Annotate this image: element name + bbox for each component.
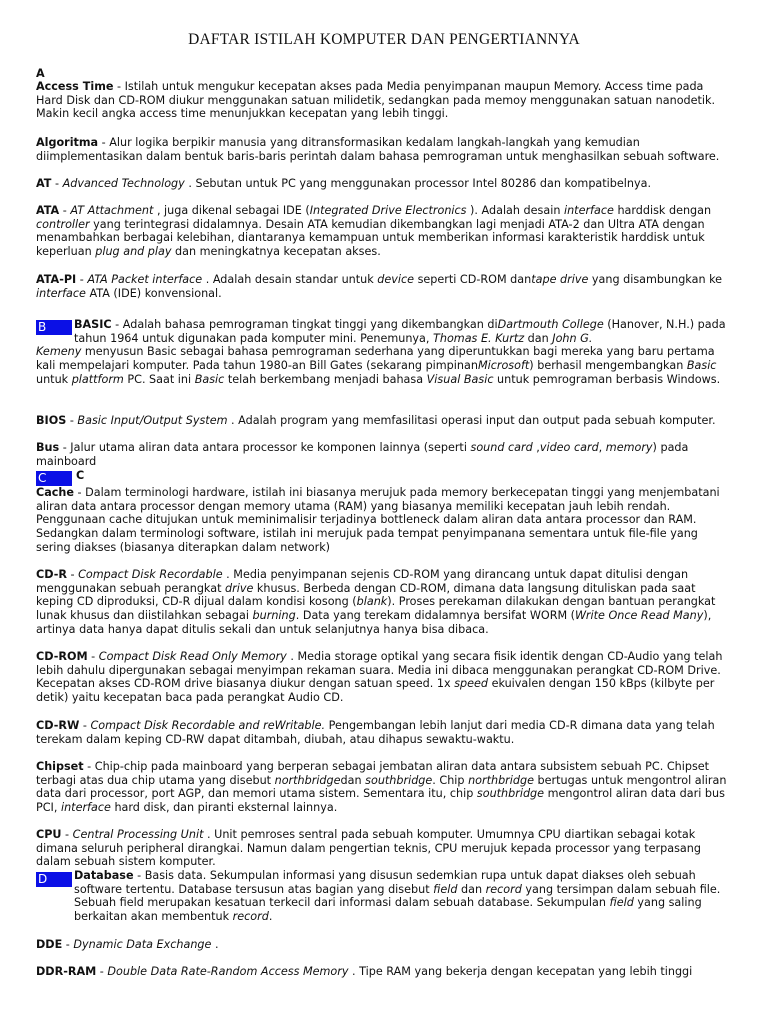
entry-text: menyusun Basic sebagai bahasa pemrograman sederhana yang diperuntukkan bagi mereka yang baru pertama kali mempelajari komputer. Pada tahun 1980-an Bill Gates (sekarang pimpinan [36, 345, 715, 373]
entry-at [36, 177, 732, 191]
entry-cd-rom [36, 650, 732, 705]
entry-text: - [79, 719, 91, 732]
entry-algoritma [36, 136, 732, 163]
italic-term: Integrated Drive Electronics [309, 204, 467, 217]
entry-text: - [62, 938, 74, 951]
italic-term: Central Processing Unit [72, 828, 204, 841]
entry-text: khusus. Berbeda dengan CD-ROM, dimana data langsung dituliskan pada saat keping CD diproduksi, CD-R dijual dalam kondisi kosong ( [36, 581, 696, 609]
entry-text: ) berhasil mengembangkan [529, 359, 687, 373]
entry-text: . Chip [432, 773, 469, 787]
entry-text: Pengembangan lebih lanjut dari media CD-R dimana data yang telah terekam dalam keping CD-RW dapat ditambah, diubah, atau dihapus sewaktu-waktu. [36, 719, 715, 746]
entry-text: dan [457, 882, 486, 896]
entry-text: . Unit pemroses sentral pada sebuah komputer. Umumnya CPU diartikan sebagai kotak dimana seluruh peripheral dirangkai. Namun dalam pengertian teknis, CPU merujuk kepada processor yang terpasang dalam sebuah sistem komputer. [36, 828, 701, 869]
entry-text: untuk [36, 372, 72, 386]
term: CD-ROM [36, 650, 88, 663]
entry-bus [36, 441, 732, 468]
entry-text: - [66, 414, 78, 427]
entry-text: - Chip-chip pada mainboard yang berperan sebagai jembatan aliran data antara subsistem sebuah PC. Chipset terbagi atas dua chip utama yang disebut [36, 760, 710, 787]
entry-text: seperti CD-ROM dan [414, 273, 532, 286]
entry-text: , [598, 441, 606, 454]
entry-text: - [96, 965, 108, 978]
entry-text: yang disambungkan ke [588, 273, 723, 286]
entry-text: dan [524, 331, 553, 345]
entry-cache [36, 486, 732, 555]
entry-text: - Istilah untuk mengukur kecepatan akses pada Media penyimpanan maupun Memory. Access time pada Hard Disk dan CD-ROM diukur menggunakan satuan milidetik, sedangkan pada memoy menggunakan satuan nanodetik. Makin kecil angka access time menunjukkan kecepatan yang lebih tinggi. [36, 80, 716, 121]
entry-text [36, 318, 732, 345]
entry-dde [36, 938, 732, 952]
entry-access-time [36, 80, 732, 121]
entry-text: telah berkembang menjadi bahasa [224, 372, 427, 386]
entry-text: . Media storage optikal yang secara fisik identik dengan CD-Audio yang telah lebih dahulu dipergunakan sebagai menyimpan rekaman suara. Media ini dibaca menggunakan perangkat CD-ROM Drive. Kecepatan akses CD-ROM drive biasanya diukur dengan satuan speed. 1x [36, 650, 723, 691]
entry-text: untuk pemrograman berbasis Windows. [493, 372, 721, 386]
term: Access Time [36, 80, 114, 93]
italic-term: Kemeny [36, 345, 82, 359]
entry-database [36, 869, 732, 924]
italic-term: Basic Input/Output System [77, 414, 228, 427]
italic-term: Advanced Technology [62, 177, 185, 190]
italic-term: southbridge [476, 787, 545, 801]
entry-text [36, 345, 732, 386]
entry-cd-r [36, 568, 732, 637]
entry-text: yang terintegrasi didalamnya. Desain ATA kemudian dikembangkan lagi menjadi ATA-2 dan Ultra ATA dengan menambahkan berbagai kelebihan, diantaranya kemampuan untuk memberikan informasi karakteristik harddisk untuk keperluan [36, 217, 705, 259]
italic-term: Double Data Rate-Random Access Memory [107, 965, 349, 978]
entry-text: - [51, 177, 63, 190]
italic-term: record [485, 882, 522, 896]
italic-term: drive [225, 581, 254, 595]
entry-cpu [36, 828, 732, 869]
entry-text: hard disk, dan piranti eksternal lainnya. [110, 801, 338, 815]
entry-text: - [87, 650, 99, 663]
term: Chipset [36, 760, 84, 773]
italic-term: memory [605, 441, 653, 454]
entry-text: ATA (IDE) konvensional. [85, 286, 222, 300]
entry-ata [36, 204, 732, 259]
section-letter-c: C [76, 469, 85, 482]
entry-text: ). Proses perekaman dilakukan dengan bantuan perangkat lunak khusus dan diistilahkan sebagai [36, 595, 716, 623]
entry-text: . [268, 910, 273, 924]
italic-term: Write Once Read Many [575, 609, 704, 623]
italic-term: Microsoft [477, 359, 530, 373]
italic-term: ATA Packet interface [87, 273, 203, 286]
term: ATA-PI [36, 273, 77, 286]
entry-text: - Basis data. Sekumpulan informasi yang disusun sedemkian rupa untuk dapat diakses oleh sebuah software tertentu. Database tersusun atas bagian yang disebut [74, 869, 696, 896]
entry-text: bertugas untuk mengontrol aliran data dari processor, port AGP, dan memori utama sistem. Sementara itu, chip [36, 773, 727, 801]
italic-term: blank [356, 595, 388, 609]
entry-text: yang tersimpan dalam sebuah file. Sebuah field merupakan kesatuan terkecil dari informasi dalam sebuah database. Sekumpulan [74, 882, 721, 910]
entry-text: harddisk dengan [613, 204, 712, 217]
entry-text: - [76, 273, 88, 286]
section-badge-c: C [36, 471, 72, 486]
italic-term: interface [36, 286, 86, 300]
italic-term: speed [454, 677, 489, 691]
italic-term: Thomas E. Kurtz [433, 331, 525, 345]
entry-text: mengontrol aliran data dari bus PCI, [36, 787, 725, 815]
entry-text: ). Adalah desain [466, 204, 564, 217]
entry-text: (Hanover, N.H.) pada tahun 1964 untuk digunakan pada komputer mini. Penemunya, [74, 318, 726, 345]
italic-term: plattform [71, 372, 124, 386]
italic-term: Dynamic Data Exchange [73, 938, 212, 951]
entry-ata-pi [36, 273, 732, 300]
entry-text: ) pada mainboard [36, 441, 689, 468]
italic-term: Compact Disk Recordable [78, 568, 223, 581]
entry-text: - Alur logika berpikir manusia yang ditransformasikan kedalam langkah-langkah yang kemudian diimplementasikan dalam bentuk baris-baris perintah dalam bahasa pemrograman untuk menghasilkan sebuah software. [36, 136, 720, 163]
italic-term: AT Attachment [70, 204, 154, 217]
entry-text: - [59, 204, 71, 217]
section-badge-d: D [36, 872, 72, 887]
page-title: DAFTAR ISTILAH KOMPUTER DAN PENGERTIANNYA [188, 31, 580, 48]
term: ATA [36, 204, 60, 217]
entry-text: . [211, 938, 219, 951]
italic-term: interface [563, 204, 614, 217]
term: AT [36, 177, 52, 190]
term: Bus [36, 441, 60, 454]
entry-text: , juga dikenal sebagai IDE ( [153, 204, 310, 217]
entry-text: - Jalur utama aliran data antara processor ke komponen lainnya (seperti [59, 441, 471, 454]
entry-text: ekuivalen dengan 150 kBps (kilbyte per detik) yaitu kecepatan baca pada perangkat Audio CD. [36, 677, 715, 705]
italic-term: device [377, 273, 415, 286]
entry-text: yang saling berkaitan akan membentuk [74, 896, 702, 924]
italic-term: Dartmouth College [497, 318, 604, 331]
entry-bios [36, 414, 732, 428]
entry-text: , [532, 441, 540, 454]
entry-text: . Media penyimpanan sejenis CD-ROM yang dirancang untuk dapat ditulisi dengan menggunakan sebuah perangkat [36, 568, 689, 595]
entry-ddr-ram [36, 965, 732, 979]
italic-term: plug and play [95, 245, 172, 259]
italic-term: record [232, 910, 269, 924]
section-badge-b: B [36, 320, 72, 335]
entry-text: . Tipe RAM yang bekerja dengan kecepatan yang lebih tinggi [348, 965, 693, 978]
italic-term: northbridge [274, 773, 341, 787]
entry-basic [36, 318, 732, 387]
entry-text: - [66, 568, 79, 581]
term: BIOS [36, 414, 67, 427]
italic-term: Basic [686, 359, 717, 373]
italic-term: Basic [194, 372, 225, 386]
term: DDR-RAM [36, 965, 97, 978]
italic-term: tape drive [531, 273, 589, 286]
entry-text: . Adalah program yang memfasilitasi operasi input dan output pada sebuah komputer. [227, 414, 716, 427]
entry-text: - [61, 828, 73, 841]
italic-term: interface [60, 801, 111, 815]
entry-text: . Sebutan untuk PC yang menggunakan processor Intel 80286 dan kompatibelnya. [184, 177, 651, 190]
italic-term: sound card [470, 441, 533, 454]
italic-term: northbridge [468, 773, 534, 787]
italic-term: field [433, 882, 458, 896]
entry-chipset [36, 760, 732, 815]
italic-term: burning [252, 609, 296, 623]
entry-text: ), artinya data hanya dapat ditulis sekali dan untuk selanjutnya hanya bisa dibaca. [36, 609, 712, 636]
entry-text: . Data yang terekam didalamnya bersifat WORM ( [295, 609, 576, 623]
entry-text [36, 869, 732, 924]
entry-text: dan [340, 773, 366, 787]
italic-term: Visual Basic [426, 372, 494, 386]
italic-term: southbridge [365, 773, 433, 787]
term: Database [74, 869, 134, 882]
entry-text: . Adalah desain standar untuk [202, 273, 378, 286]
entry-cd-rw [36, 719, 732, 746]
term: CD-R [36, 568, 67, 581]
italic-term: field [609, 896, 634, 910]
italic-term: controller [36, 217, 90, 231]
entry-text: - Adalah bahasa pemrograman tingkat tinggi yang dikembangkan di [111, 318, 498, 331]
term: Algoritma [36, 136, 99, 149]
italic-term: John G. [552, 331, 593, 345]
entry-text: PC. Saat ini [123, 372, 195, 386]
italic-term: Compact Disk Recordable and reWritable. [90, 719, 326, 732]
entry-text: - Dalam terminologi hardware, istilah ini biasanya merujuk pada memory berkecepatan tinggi yang menjembatani aliran data antara processor dengan memory utama (RAM) yang biasanya memiliki kecepatan jauh lebih rendah. Penggunaan cache ditujukan untuk meminimalisir terjadinya bottleneck dalam aliran data antara processor dan RAM. Sedangkan dalam terminologi software, istilah ini merujuk pada tempat penyimpanana sementara untuk file-file yang sering diakses (biasanya diterapkan dalam network) [36, 486, 720, 554]
italic-term: Compact Disk Read Only Memory [98, 650, 287, 663]
term: BASIC [74, 318, 112, 331]
entry-text: dan meningkatnya kecepatan akses. [171, 245, 381, 259]
term: CPU [36, 828, 62, 841]
section-letter-a: A [36, 67, 45, 80]
italic-term: video card [539, 441, 599, 454]
term: DDE [36, 938, 63, 951]
term: Cache [36, 486, 74, 499]
term: CD-RW [36, 719, 80, 732]
